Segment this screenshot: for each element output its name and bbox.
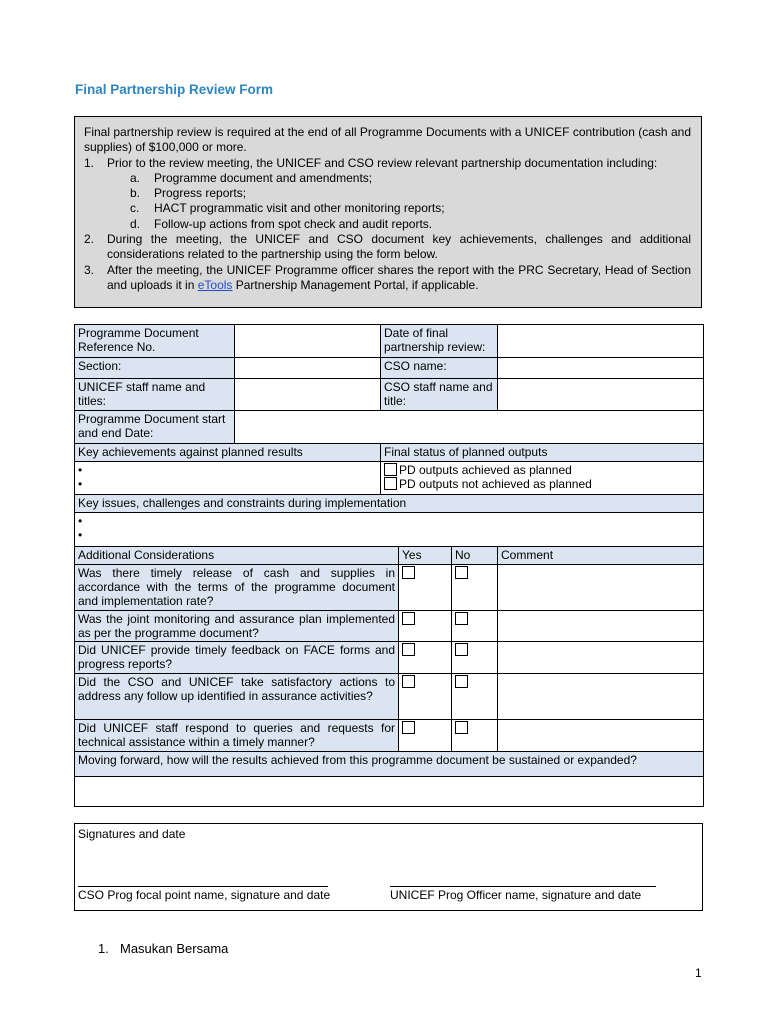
question-4-yes-cell [399, 674, 452, 720]
instruction-item-2 [84, 232, 691, 263]
instruction-number: 1. [84, 155, 95, 170]
yes-checkbox[interactable] [402, 643, 415, 656]
yes-checkbox[interactable] [402, 612, 415, 625]
review-form-table [74, 324, 704, 807]
comment-header: Comment [498, 547, 704, 565]
question-2-yes-cell [399, 611, 452, 642]
question-1: Was there timely release of cash and supplies in accordance with the terms of the programme document and implementation rate? [75, 565, 399, 611]
signature-box [74, 823, 703, 911]
question-5-no-cell [452, 720, 498, 752]
outputs-not-achieved-checkbox[interactable] [384, 477, 397, 490]
question-2-comment[interactable] [498, 611, 704, 642]
no-checkbox[interactable] [455, 721, 468, 734]
instruction-text: Prior to the review meeting, the UNICEF and CSO review relevant partnership documentation including: [107, 155, 658, 170]
question-4-comment[interactable] [498, 674, 704, 720]
page-number: 1 [695, 966, 702, 980]
question-3-comment[interactable] [498, 642, 704, 674]
footer-list-number: 1. [98, 941, 109, 956]
no-checkbox[interactable] [455, 566, 468, 579]
outputs-not-achieved-label: PD outputs not achieved as planned [399, 477, 592, 491]
instruction-subitem-d: d. Follow-up actions from spot check and audit reports. [130, 216, 433, 231]
no-checkbox[interactable] [455, 612, 468, 625]
instructions-intro: Final partnership review is required at the end of all Programme Documents with a UNICEF contribution (cash and supplies) of $100,000 or more. [84, 125, 691, 155]
moving-forward-field[interactable] [75, 777, 704, 807]
instruction-subitem-a: a. Programme document and amendments; [130, 170, 373, 185]
list-item: • [78, 477, 83, 491]
section-field[interactable] [235, 358, 381, 379]
unicef-staff-label: UNICEF staff name and titles: [75, 379, 235, 411]
moving-forward-header: Moving forward, how will the results achieved from this programme document be sustained or expanded? [75, 752, 704, 777]
cso-staff-field[interactable] [498, 379, 704, 411]
unicef-staff-field[interactable] [235, 379, 381, 411]
outputs-achieved-label: PD outputs achieved as planned [399, 463, 572, 477]
achievements-field[interactable] [75, 462, 381, 495]
form-title: Final Partnership Review Form [75, 82, 274, 97]
pd-dates-label: Programme Document start and end Date: [75, 411, 235, 444]
pd-dates-field[interactable] [235, 411, 704, 444]
question-3: Did UNICEF provide timely feedback on FACE forms and progress reports? [75, 642, 399, 674]
outputs-achieved-checkbox[interactable] [384, 463, 397, 476]
question-3-no-cell [452, 642, 498, 674]
yes-checkbox[interactable] [402, 675, 415, 688]
instruction-text: During the meeting, the UNICEF and CSO document key achievements, challenges and additional considerations related to the partnership using the form below. [107, 232, 691, 262]
review-date-label: Date of final partnership review: [381, 325, 498, 358]
question-5: Did UNICEF staff respond to queries and requests for technical assistance within a timely manner? [75, 720, 399, 752]
instruction-text: After the meeting, the UNICEF Programme officer shares the report with the PRC Secretary, Head of Section and uploads it in eTools Partnership Management Portal, if applicable. [107, 262, 691, 292]
question-3-yes-cell [399, 642, 452, 674]
question-1-comment[interactable] [498, 565, 704, 611]
no-checkbox[interactable] [455, 643, 468, 656]
cso-name-label: CSO name: [381, 358, 498, 379]
instruction-number: 2. [84, 232, 95, 247]
instruction-subitem-c: c. HACT programmatic visit and other monitoring reports; [130, 201, 445, 216]
footer-list-text: Masukan Bersama [120, 941, 229, 956]
cso-name-field[interactable] [498, 358, 704, 379]
instructions-box [74, 116, 702, 308]
no-checkbox[interactable] [455, 675, 468, 688]
final-status-header: Final status of planned outputs [381, 444, 704, 462]
instruction-subitem-b: b. Progress reports; [130, 186, 247, 201]
yes-header: Yes [399, 547, 452, 565]
question-5-comment[interactable] [498, 720, 704, 752]
review-date-field[interactable] [498, 325, 704, 358]
footer-list-item [98, 941, 228, 956]
question-2-no-cell [452, 611, 498, 642]
list-item: • [78, 514, 83, 528]
instruction-item-1 [84, 156, 691, 171]
cso-signature-label: CSO Prog focal point name, signature and date [78, 888, 331, 902]
question-4: Did the CSO and UNICEF take satisfactory actions to address any follow up identified in assurance activities? [75, 674, 399, 720]
question-2: Was the joint monitoring and assurance plan implemented as per the programme document? [75, 611, 399, 642]
instruction-number: 3. [84, 262, 95, 277]
pd-reference-label: Programme Document Reference No. [75, 325, 235, 358]
signatures-heading: Signatures and date [78, 827, 186, 841]
yes-checkbox[interactable] [402, 721, 415, 734]
list-item: • [78, 463, 83, 477]
issues-field[interactable] [75, 513, 704, 547]
instruction-item-3 [84, 263, 691, 294]
unicef-signature-line[interactable] [390, 886, 656, 887]
unicef-signature-label: UNICEF Prog Officer name, signature and date [390, 888, 642, 902]
etools-link[interactable]: eTools [197, 277, 233, 292]
cso-staff-label: CSO staff name and title: [381, 379, 498, 411]
yes-checkbox[interactable] [402, 566, 415, 579]
list-item: • [78, 528, 83, 542]
question-5-yes-cell [399, 720, 452, 752]
pd-reference-field[interactable] [235, 325, 381, 358]
section-label: Section: [75, 358, 235, 379]
question-1-yes-cell [399, 565, 452, 611]
cso-signature-line[interactable] [78, 886, 328, 887]
additional-considerations-header: Additional Considerations [75, 547, 399, 565]
no-header: No [452, 547, 498, 565]
question-1-no-cell [452, 565, 498, 611]
issues-header: Key issues, challenges and constraints during implementation [75, 495, 704, 513]
question-4-no-cell [452, 674, 498, 720]
achievements-header: Key achievements against planned results [75, 444, 381, 462]
final-status-field [381, 462, 704, 495]
